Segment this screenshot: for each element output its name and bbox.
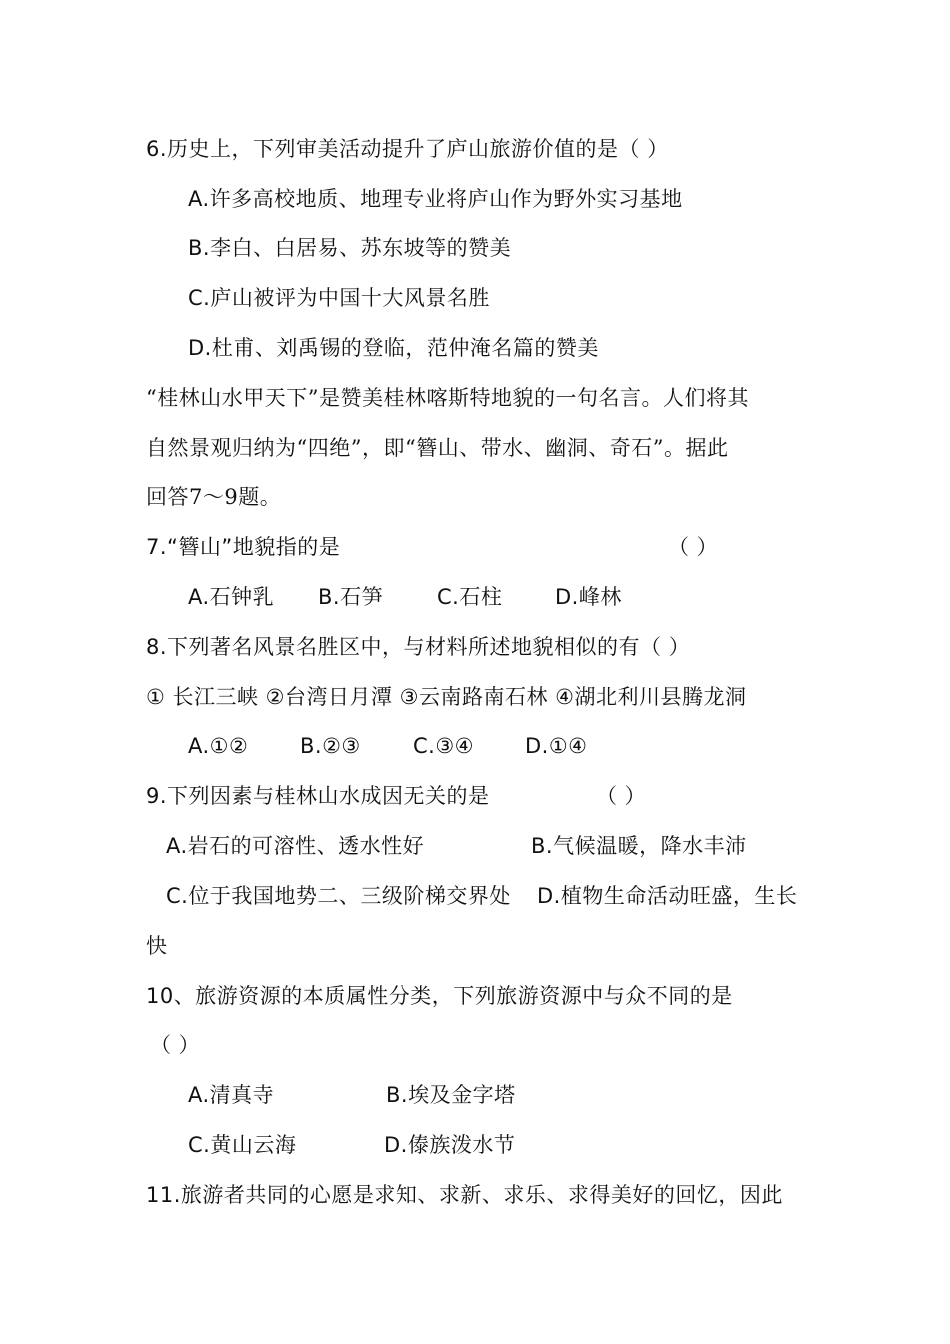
q10-stem [146, 981, 804, 1011]
q8-option-b: B.②③ [300, 734, 361, 758]
q6-option-d: D.杜甫、刘禹锡的登临，范仲淹名篇的赞美 [188, 336, 599, 360]
q6-option-a: A.许多高校地质、地理专业将庐山作为野外实习基地 [188, 187, 683, 211]
q7-bracket: （ ） [668, 535, 719, 559]
q7-option-c: C.石柱 [437, 585, 503, 609]
q10-option-b: B.埃及金字塔 [386, 1083, 516, 1107]
q8-stem: 8.下列著名风景名胜区中，与材料所述地貌相似的有（ ） [146, 635, 691, 659]
q9-option-b: B.气候温暖，降水丰沛 [531, 834, 747, 858]
q10-stem-text: 10、旅游资源的本质属性分类，下列旅游资源中与众不同的是 [146, 984, 733, 1008]
material-line-2: 自然景观归纳为“四绝”，即“簪山、带水、幽洞、奇石”。据此 [146, 436, 729, 460]
q8-option-c: C.③④ [413, 734, 474, 758]
q10-bracket: （ ） [150, 1033, 201, 1057]
q6-option-b: B.李白、白居易、苏东坡等的赞美 [188, 236, 512, 260]
q8-option-d: D.①④ [525, 734, 588, 758]
q8-list: ① 长江三峡 ②台湾日月潭 ③云南路南石林 ④湖北利川县腾龙洞 [146, 685, 747, 709]
q7-option-b: B.石笋 [318, 585, 384, 609]
q9-option-a: A.岩石的可溶性、透水性好 [166, 834, 425, 858]
q9-option-c: C.位于我国地势二、三级阶梯交界处 [166, 884, 511, 908]
q7-option-a: A.石钟乳 [188, 585, 275, 609]
q10-option-c: C.黄山云海 [188, 1133, 297, 1157]
q6-option-c: C.庐山被评为中国十大风景名胜 [188, 286, 490, 310]
q9-bracket: （ ） [596, 784, 647, 808]
q10-option-a: A.清真寺 [188, 1083, 275, 1107]
material-line-3: 回答7～9题。 [146, 485, 282, 509]
q9-option-d-cont: 快 [146, 934, 168, 958]
q11-stem: 11.旅游者共同的心愿是求知、求新、求乐、求得美好的回忆，因此 [146, 1183, 783, 1207]
material-line-1 [146, 383, 804, 413]
material-line-1-text: “桂林山水甲天下”是赞美桂林喀斯特地貌的一句名言。人们将其 [146, 386, 749, 410]
q7-option-d: D.峰林 [555, 585, 622, 609]
q9-stem: 9.下列因素与桂林山水成因无关的是 [146, 784, 490, 808]
q9-option-d: D.植物生命活动旺盛，生长 [537, 884, 798, 908]
q8-option-a: A.①② [188, 734, 249, 758]
q6-stem: 6.历史上，下列审美活动提升了庐山旅游价值的是（ ） [146, 137, 669, 161]
q7-stem: 7.“簪山”地貌指的是 [146, 535, 341, 559]
q10-option-d: D.傣族泼水节 [384, 1133, 516, 1157]
